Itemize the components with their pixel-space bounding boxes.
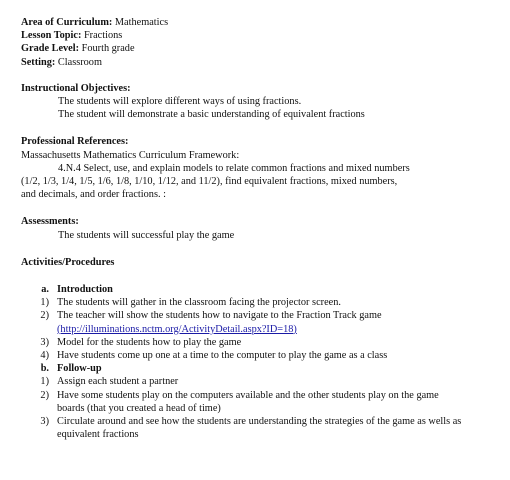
followup-section-title: [21, 362, 501, 375]
assessments-text: The students will successful play the game: [58, 229, 235, 241]
standard-text-line: 4.N.4 Select, use, and explain models to relate common fractions and mixed numbers: [58, 162, 410, 174]
list-item-text: Have students come up one at a time to the computer to play the game as a class: [57, 350, 388, 362]
standard-text-line: and decimals, and order fractions. :: [21, 189, 166, 201]
list-item: [21, 296, 501, 309]
section-title-text: Follow-up: [57, 363, 102, 375]
references-heading: Professional References:: [21, 136, 129, 148]
list-item: [21, 415, 501, 441]
list-marker: 2): [40, 389, 49, 401]
list-marker: 3): [40, 336, 49, 348]
list-marker: 4): [40, 350, 49, 362]
objective-item: The students will explore different ways of using fractions.: [58, 96, 302, 108]
references-source: Massachusetts Mathematics Curriculum Framework:: [21, 149, 240, 161]
lesson-plan-document: [21, 16, 501, 441]
fraction-track-link[interactable]: (http://illuminations.nctm.org/ActivityDetail.aspx?ID=18): [57, 323, 297, 335]
grade-row: [21, 42, 501, 55]
list-item-text: The students will gather in the classroom facing the projector screen.: [57, 297, 341, 309]
objectives-heading: Instructional Objectives:: [21, 82, 131, 94]
standard-text-line: (1/2, 1/3, 1/4, 1/5, 1/6, 1/8, 1/10, 1/12, and 11/2), find equivalent fractions, mixed numbers,: [21, 176, 398, 188]
area-row: [21, 16, 501, 29]
list-marker: 1): [40, 297, 49, 309]
list-item: [21, 349, 501, 362]
introduction-section-title: [21, 283, 501, 296]
list-item: [21, 375, 501, 388]
activities-heading: Activities/Procedures: [21, 256, 115, 268]
area-value: Mathematics: [114, 17, 169, 28]
list-item-text: Assign each student a partner: [57, 376, 179, 388]
list-item-text: Circulate around and see how the students are understanding the strategies of the game as wells as: [57, 416, 462, 428]
area-label: Area of Curriculum:: [21, 17, 113, 28]
activities-list: [21, 283, 501, 441]
list-marker: 3): [40, 416, 49, 428]
list-item-text-continued: equivalent fractions: [57, 429, 139, 441]
setting-row: [21, 56, 501, 69]
topic-label: Lesson Topic:: [21, 30, 82, 42]
list-marker: b.: [40, 363, 49, 375]
list-item-text-continued: boards (that you created a head of time): [57, 402, 221, 414]
list-item-text: The teacher will show the students how to navigate to the Fraction Track game: [57, 310, 382, 322]
list-item: [21, 309, 501, 335]
list-item-text: Model for the students how to play the game: [57, 336, 242, 348]
objective-item: The student will demonstrate a basic understanding of equivalent fractions: [58, 109, 365, 121]
list-item: [21, 336, 501, 349]
setting-label: Setting:: [21, 56, 56, 68]
assessments-heading: Assessments:: [21, 216, 79, 228]
list-item-text: Have some students play on the computers available and the other students play on the game: [57, 389, 439, 401]
setting-value: Classroom: [57, 56, 102, 68]
section-title-text: Introduction: [57, 284, 113, 296]
grade-value: Fourth grade: [81, 43, 135, 55]
list-marker: 2): [40, 310, 49, 322]
topic-row: [21, 29, 501, 42]
list-item: [21, 389, 501, 415]
topic-value: Fractions: [83, 30, 123, 42]
list-marker: a.: [41, 284, 49, 296]
grade-label: Grade Level:: [21, 43, 80, 55]
list-marker: 1): [40, 376, 49, 388]
